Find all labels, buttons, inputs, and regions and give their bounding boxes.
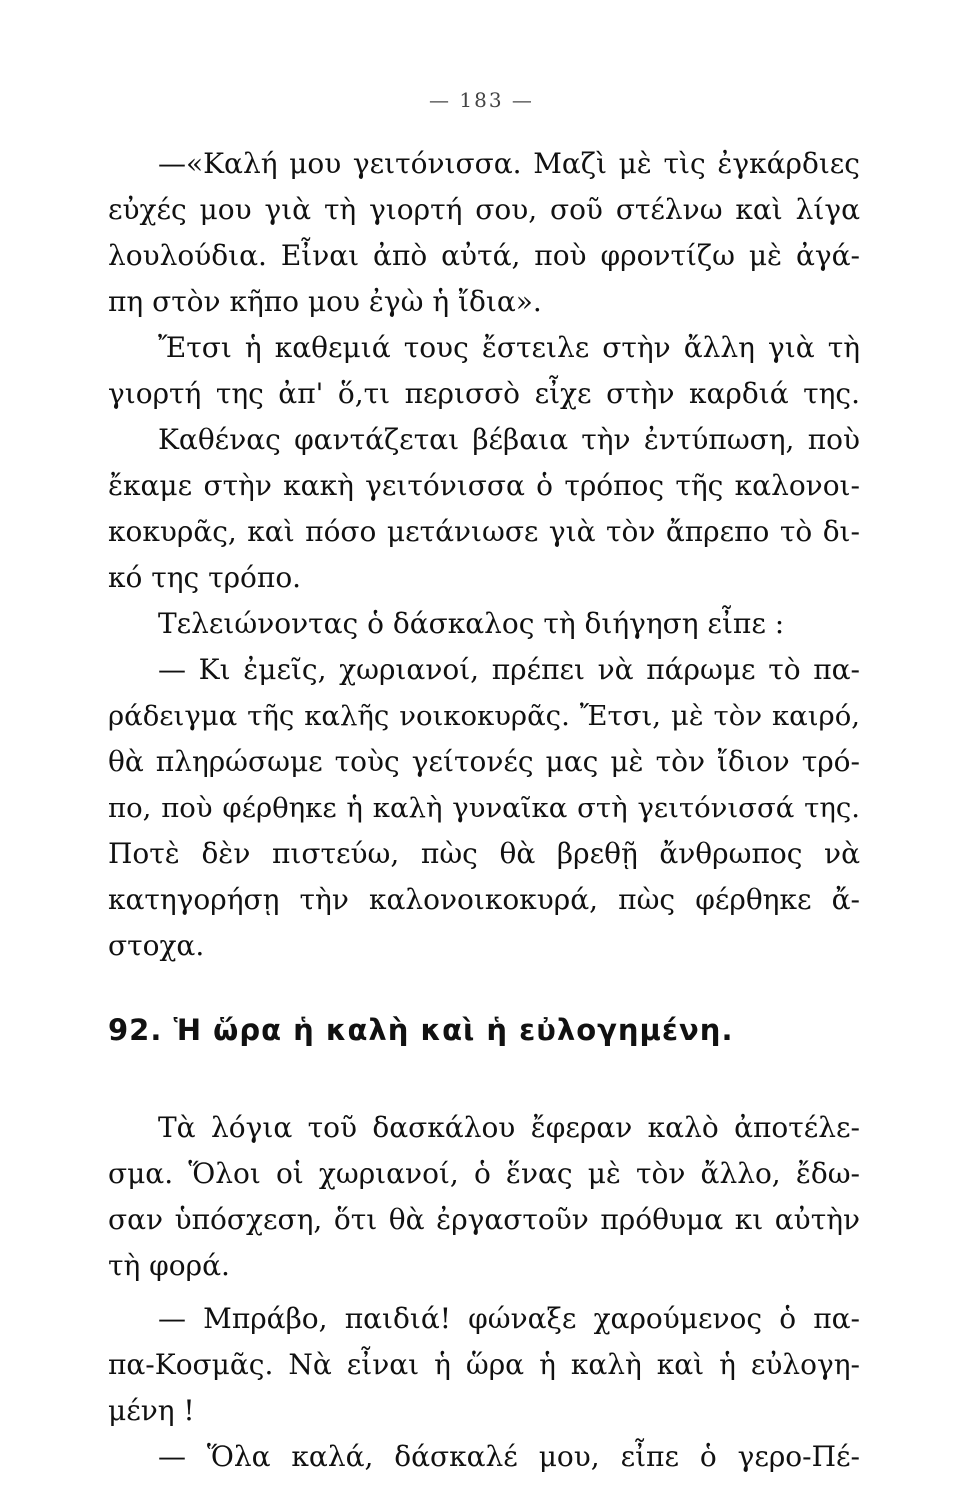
- page-number: — 183 —: [429, 88, 534, 112]
- text-line: γιορτή της ἀπ' ὅ,τι περισσὸ εἶχε στὴν καρδιά της.: [108, 377, 860, 410]
- text-line: κοκυρᾶς, καὶ πόσο μετάνιωσε γιὰ τὸν ἄπρεπο τὸ δι-: [108, 515, 860, 548]
- section-heading: 92. Ἡ ὥρα ἡ καλὴ καὶ ἡ εὐλογημένη.: [108, 1013, 734, 1047]
- text-line: πη στὸν κῆπο μου ἐγὼ ἡ ἴδια».: [108, 285, 542, 318]
- text-line: Τὰ λόγια τοῦ δασκάλου ἔφεραν καλὸ ἀποτέλε-: [158, 1111, 860, 1144]
- text-line: — Ὅλα καλά, δάσκαλέ μου, εἶπε ὁ γερο-Πέ-: [158, 1440, 860, 1473]
- text-line: λουλούδια. Εἶναι ἀπὸ αὐτά, ποὺ φροντίζω μὲ ἀγά-: [108, 239, 860, 272]
- text-line: —«Καλή μου γειτόνισσα. Μαζὶ μὲ τὶς ἐγκάρδιες: [158, 147, 860, 180]
- text-line: ἔκαμε στὴν κακὴ γειτόνισσα ὁ τρόπος τῆς καλονοι-: [108, 469, 860, 502]
- text-line: Καθένας φαντάζεται βέβαια τὴν ἐντύπωση, ποὺ: [158, 423, 860, 456]
- text-line: σαν ὑπόσχεση, ὅτι θὰ ἐργαστοῦν πρόθυμα κι αὐτὴν: [108, 1203, 860, 1236]
- text-line: πο, ποὺ φέρθηκε ἡ καλὴ γυναῖκα στὴ γειτόνισσά της.: [108, 792, 860, 824]
- text-line: ράδειγμα τῆς καλῆς νοικοκυρᾶς. Ἔτσι, μὲ τὸν καιρό,: [108, 700, 860, 732]
- text-line: εὐχές μου γιὰ τὴ γιορτή σου, σοῦ στέλνω καὶ λίγα: [108, 193, 860, 226]
- text-line: — Μπράβο, παιδιά! φώναξε χαρούμενος ὁ πα-: [158, 1302, 860, 1335]
- text-line: Ἔτσι ἡ καθεμιά τους ἔστειλε στὴν ἄλλη γιὰ τὴ: [158, 331, 860, 364]
- text-line: σμα. Ὅλοι οἱ χωριανοί, ὁ ἕνας μὲ τὸν ἄλλο, ἔδω-: [108, 1157, 860, 1190]
- text-line: θὰ πληρώσωμε τοὺς γείτονές μας μὲ τὸν ἴδιον τρό-: [108, 745, 860, 778]
- text-line: πα-Κοσμᾶς. Νὰ εἶναι ἡ ὥρα ἡ καλὴ καὶ ἡ εὐλογη-: [108, 1348, 860, 1381]
- text-line: τὴ φορά.: [108, 1249, 230, 1282]
- text-line: μένη !: [108, 1394, 195, 1427]
- text-line: στοχα.: [108, 929, 205, 962]
- text-line: κό της τρόπο.: [108, 561, 302, 594]
- text-line: Ποτὲ δὲν πιστεύω, πὼς θὰ βρεθῇ ἄνθρωπος νὰ: [108, 837, 860, 870]
- text-line: — Κι ἐμεῖς, χωριανοί, πρέπει νὰ πάρωμε τὸ πα-: [158, 653, 860, 686]
- text-line: κατηγορήσῃ τὴν καλονοικοκυρά, πὼς φέρθηκε ἄ-: [108, 883, 860, 916]
- text-line: Τελειώνοντας ὁ δάσκαλος τὴ διήγηση εἶπε :: [158, 607, 785, 640]
